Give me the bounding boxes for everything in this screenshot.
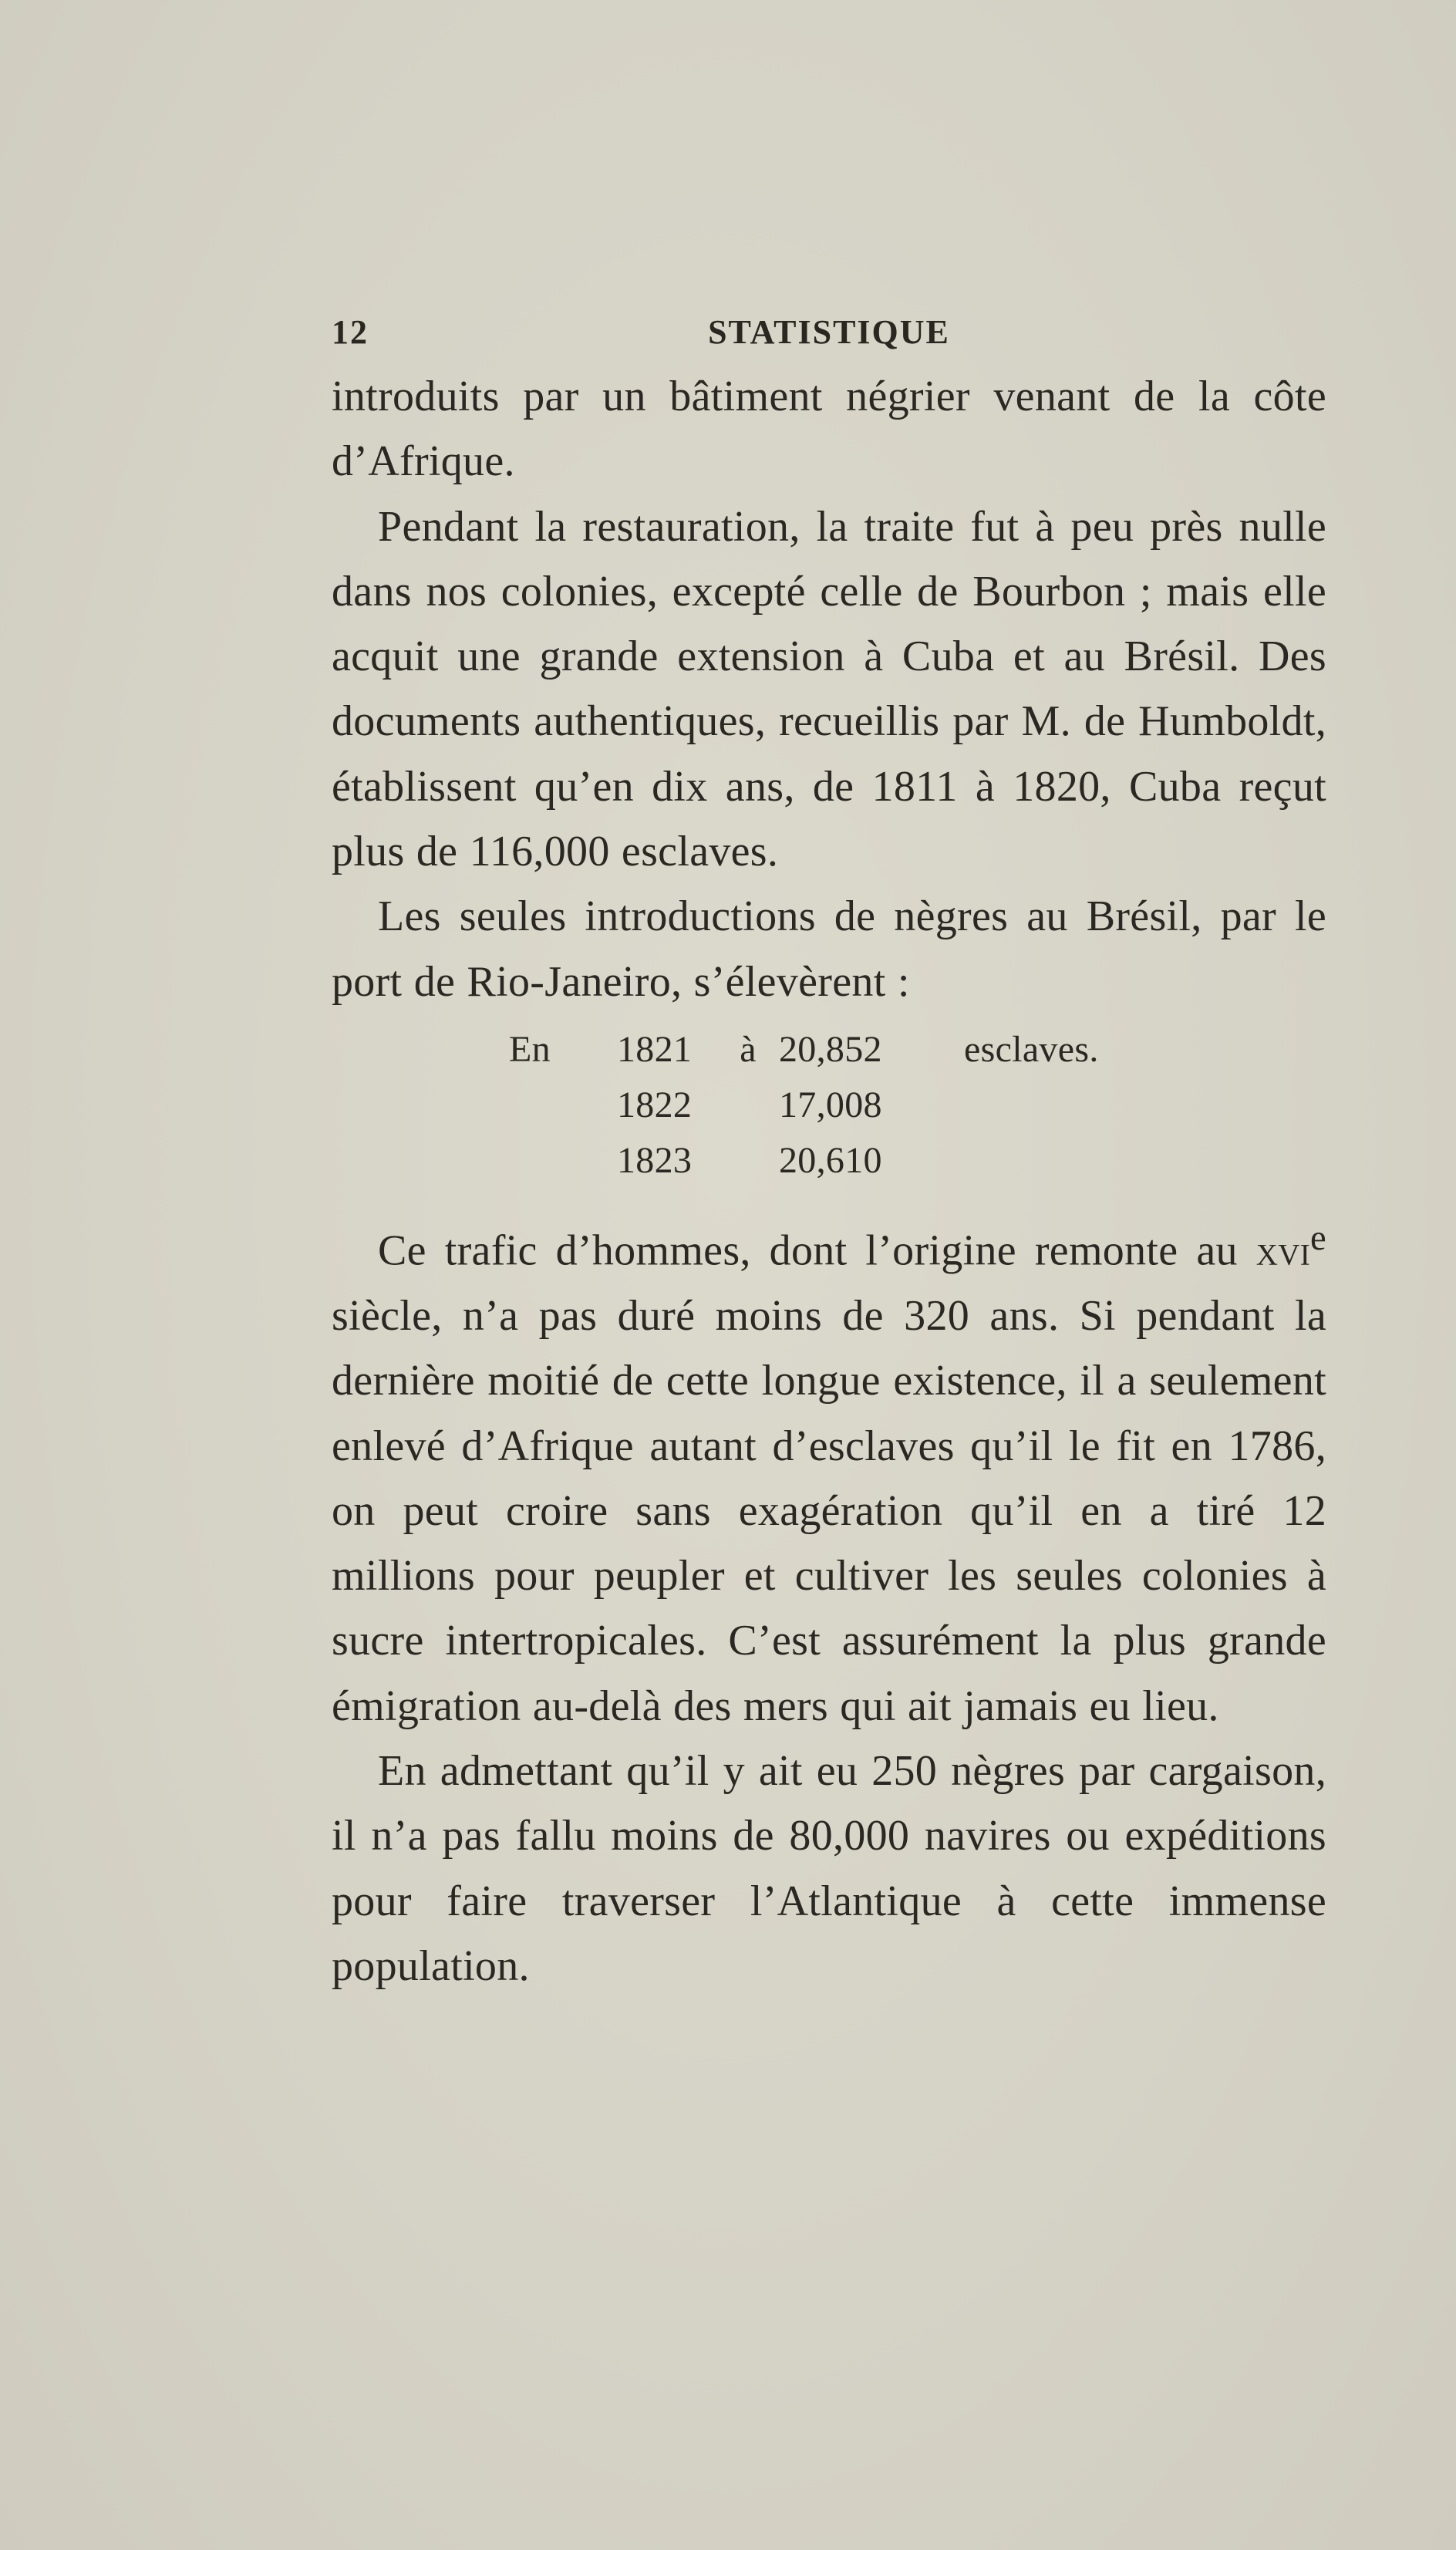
paragraph-1: introduits par un bâtiment négrier venant de la côte d’Afrique. xyxy=(332,373,1326,486)
imports-table xyxy=(332,1022,1326,1189)
running-title: STATISTIQUE xyxy=(708,313,950,351)
table-prefix: En xyxy=(509,1028,551,1070)
table-value: 17,008 xyxy=(779,1084,882,1125)
table-prefix xyxy=(509,1078,617,1133)
paragraph-5: En admettant qu’il y ait eu 250 nègres par cargaison, il n’a pas fallu moins de 80,000 navires ou expéditions pour faire traverser l’Atlantique à cette immense population. xyxy=(332,1747,1326,1990)
century-numeral: xvi xyxy=(1255,1226,1310,1275)
table-separator xyxy=(717,1133,779,1189)
running-head xyxy=(332,312,1326,356)
paragraph-2: Pendant la restauration, la traite fut à peu près nulle dans nos colonies, excepté celle de Bourbon ; mais elle acquit une grande extension à Cuba et au Brésil. Des documents authentiques, recueillis par M. de Humboldt, établissent qu’en dix ans, de 1811 à 1820, Cuba reçut plus de 116,000 esclaves. xyxy=(332,502,1326,876)
paragraph-3: Les seules introductions de nègres au Brésil, par le port de Rio-Janeiro, s’élevèrent : xyxy=(332,892,1326,1006)
table-row xyxy=(332,1022,1326,1078)
table-year: 1821 xyxy=(617,1028,693,1070)
table-separator: à xyxy=(740,1028,757,1070)
table-prefix xyxy=(509,1133,617,1189)
table-unit xyxy=(964,1078,1164,1133)
table-year: 1822 xyxy=(617,1084,693,1125)
paragraph-4-start: Ce trafic d’hommes, dont l’origine remonte au xyxy=(378,1226,1256,1275)
table-value: 20,852 xyxy=(779,1028,882,1070)
page-number: 12 xyxy=(332,313,369,351)
century-superscript: e xyxy=(1309,1217,1326,1258)
table-value: 20,610 xyxy=(779,1139,882,1181)
table-row xyxy=(332,1133,1326,1189)
body-text xyxy=(332,364,1326,1999)
paragraph-4 xyxy=(332,1206,1326,1739)
paragraph-4-end: siècle, n’a pas duré moins de 320 ans. Si pendant la dernière moitié de cette longue existence, il a seulement enlevé d’Afrique autant d’esclaves qu’il le fit en 1786, on peut croire sans exagération qu’il en a tiré 12 millions pour peupler et cultiver les seules colonies à sucre intertropicales. C’est assurément la plus grande émigration au-delà des mers qui ait jamais eu lieu. xyxy=(332,1291,1326,1730)
table-unit xyxy=(964,1133,1164,1189)
table-year: 1823 xyxy=(617,1139,693,1181)
table-separator xyxy=(717,1078,779,1133)
table-row xyxy=(332,1078,1326,1133)
table-unit: esclaves. xyxy=(964,1028,1099,1070)
